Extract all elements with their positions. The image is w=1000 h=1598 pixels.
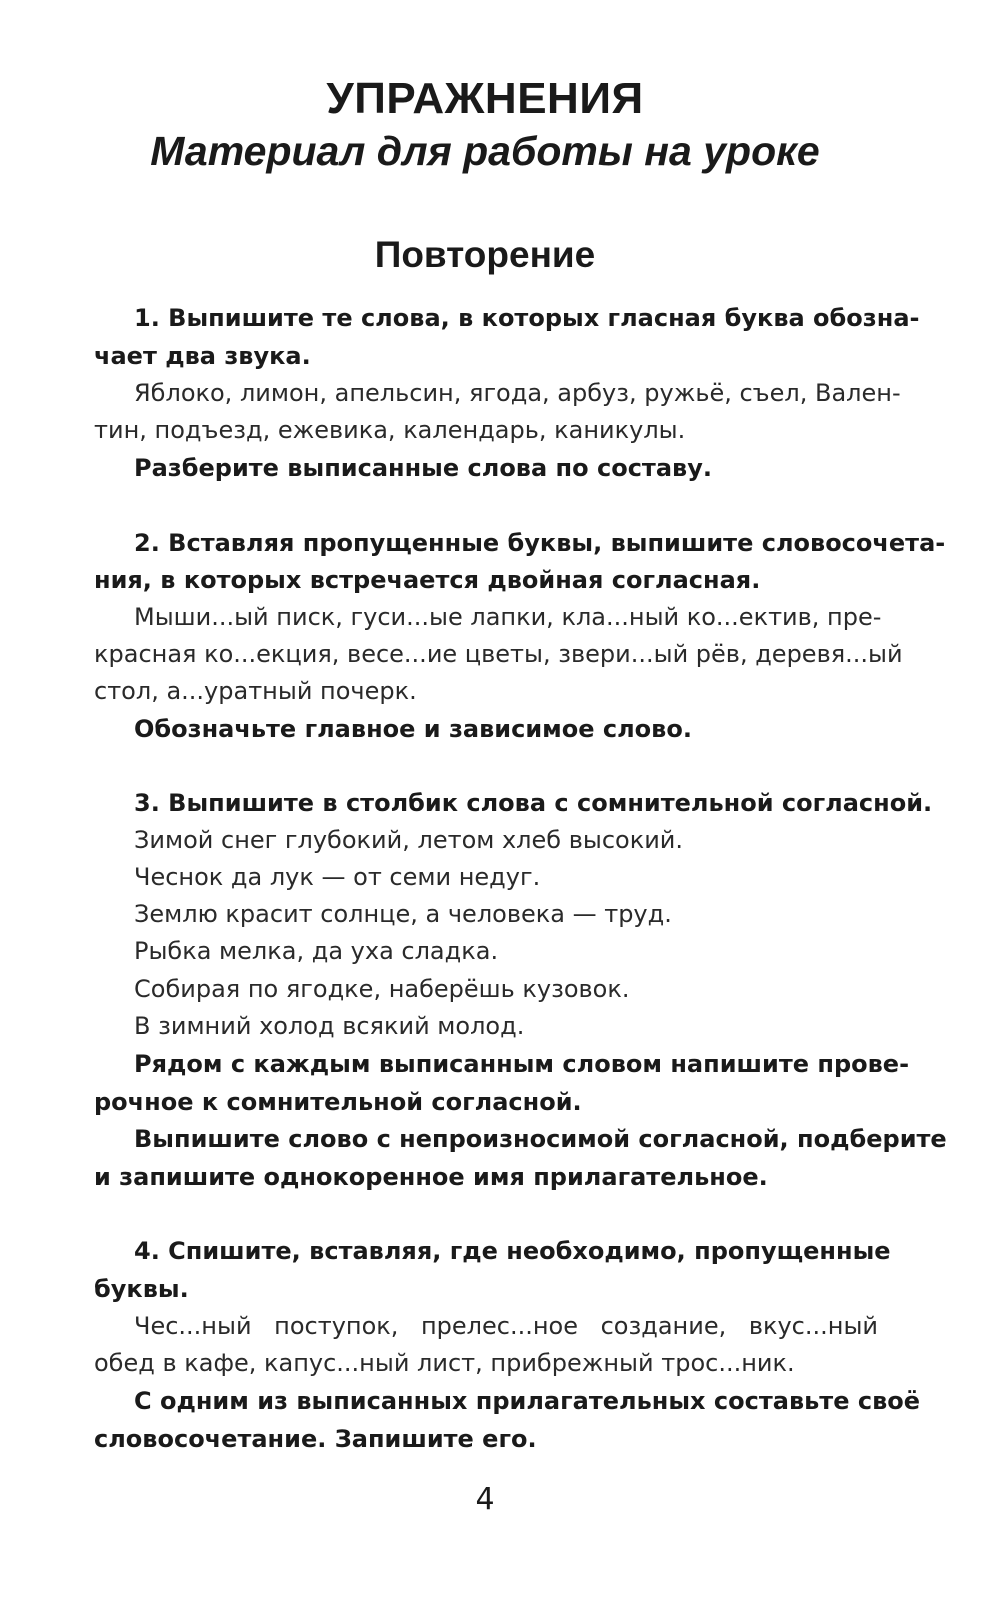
proverb-line: Зимой снег глубокий, летом хлеб высокий. [134, 826, 684, 854]
page-subtitle: Материал для работы на уроке [150, 128, 820, 174]
exercise-2-followup: Обозначьте главное и зависимое слово. [134, 715, 692, 743]
proverb-line: Рыбка мелка, да уха сладка. [134, 937, 499, 965]
exercise-3-followup: и запишите однокоренное имя прилагательное. [94, 1163, 768, 1191]
exercise-2-task: ния, в которых встречается двойная согласная. [94, 566, 761, 594]
proverb-line: В зимний холод всякий молод. [134, 1012, 525, 1040]
exercise-4-task: буквы. [94, 1275, 189, 1303]
exercise-4-text: Чес...ный поступок, прелес...ное создание, вкус...ный [134, 1312, 878, 1340]
section-heading: Повторение [374, 234, 596, 275]
exercise-1-task: чает два звука. [94, 342, 311, 370]
exercise-3-followup: Выпишите слово с непроизносимой согласной, подберите [134, 1125, 947, 1153]
proverb-line: Землю красит солнце, а человека — труд. [134, 900, 672, 928]
exercise-2-text: Мыши...ый писк, гуси...ые лапки, кла...ный ко...ектив, пре- [134, 603, 882, 631]
exercise-1-text: тин, подъезд, ежевика, календарь, каникулы. [94, 416, 686, 444]
exercise-4-task: 4. Спишите, вставляя, где необходимо, пропущенные [134, 1237, 891, 1265]
exercise-3-followup: Рядом с каждым выписанным словом напишите прове- [134, 1050, 910, 1078]
exercise-2-text: красная ко...екция, весе...ие цветы, звери...ый рёв, деревя...ый [94, 640, 903, 668]
exercise-4-followup: словосочетание. Запишите его. [94, 1425, 537, 1453]
exercise-2-task: 2. Вставляя пропущенные буквы, выпишите словосочета- [134, 529, 946, 557]
exercise-1-text: Яблоко, лимон, апельсин, ягода, арбуз, ружьё, съел, Вален- [134, 379, 901, 407]
page-title: УПРАЖНЕНИЯ [326, 74, 644, 123]
exercise-4-followup: С одним из выписанных прилагательных составьте своё [134, 1387, 921, 1415]
exercise-2-text: стол, а...уратный почерк. [94, 677, 417, 705]
page-number: 4 [475, 1482, 495, 1517]
proverb-line: Собирая по ягодке, наберёшь кузовок. [134, 975, 630, 1003]
exercise-1-task: 1. Выпишите те слова, в которых гласная буква обозна- [134, 304, 920, 332]
exercise-4-text: обед в кафе, капус...ный лист, прибрежный трос...ник. [94, 1349, 795, 1377]
proverb-line: Чеснок да лук — от семи недуг. [134, 863, 541, 891]
exercise-3-task: 3. Выпишите в столбик слова с сомнительной согласной. [134, 789, 933, 817]
exercise-1-followup: Разберите выписанные слова по составу. [134, 454, 712, 482]
exercise-3-followup: рочное к сомнительной согласной. [94, 1088, 582, 1116]
